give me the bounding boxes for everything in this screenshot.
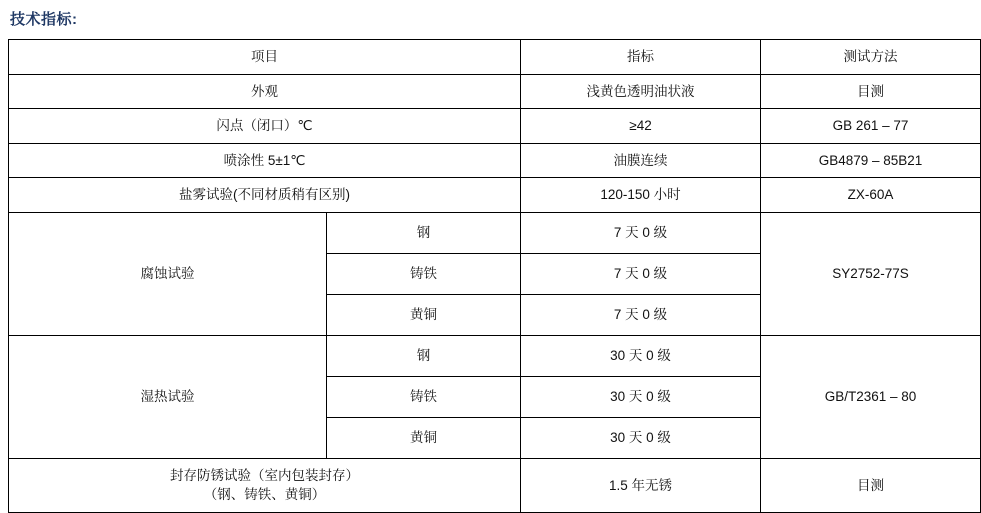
row-spec: 7 天 0 级 xyxy=(521,212,761,253)
row-method: ZX-60A xyxy=(761,178,981,213)
row-item: 闪点（闭口）℃ xyxy=(9,109,521,144)
row-item-storage-line1: 封存防锈试验（室内包装封存） xyxy=(170,467,359,483)
table-header-row xyxy=(9,40,981,75)
table-row xyxy=(9,458,981,512)
row-method: GB 261 – 77 xyxy=(761,109,981,144)
row-spec: 油膜连续 xyxy=(521,143,761,178)
row-subitem: 钢 xyxy=(327,335,521,376)
row-subitem: 黄铜 xyxy=(327,294,521,335)
row-spec: 7 天 0 级 xyxy=(521,294,761,335)
row-spec: 1.5 年无锈 xyxy=(521,458,761,512)
row-method: 目测 xyxy=(761,74,981,109)
group-label-corrosion: 腐蚀试验 xyxy=(9,212,327,335)
row-spec: 120-150 小时 xyxy=(521,178,761,213)
row-method: 目测 xyxy=(761,458,981,512)
row-item: 外观 xyxy=(9,74,521,109)
row-subitem: 黄铜 xyxy=(327,417,521,458)
column-header-spec: 指标 xyxy=(521,40,761,75)
table-row xyxy=(9,143,981,178)
page-title: 技术指标: xyxy=(10,11,78,28)
table-row xyxy=(9,212,981,253)
row-subitem: 铸铁 xyxy=(327,253,521,294)
table-row xyxy=(9,335,981,376)
row-spec: 7 天 0 级 xyxy=(521,253,761,294)
row-spec: 30 天 0 级 xyxy=(521,335,761,376)
row-spec: 30 天 0 级 xyxy=(521,417,761,458)
table-row xyxy=(9,109,981,144)
row-method: GB4879 – 85B21 xyxy=(761,143,981,178)
row-item: 盐雾试验(不同材质稍有区别) xyxy=(9,178,521,213)
group-method-humidity: GB/T2361 – 80 xyxy=(761,335,981,458)
table-row xyxy=(9,74,981,109)
row-spec: 30 天 0 级 xyxy=(521,376,761,417)
row-subitem: 钢 xyxy=(327,212,521,253)
column-header-item: 项目 xyxy=(9,40,521,75)
group-label-humidity: 湿热试验 xyxy=(9,335,327,458)
row-spec: ≥42 xyxy=(521,109,761,144)
row-subitem: 铸铁 xyxy=(327,376,521,417)
row-item-storage-line2: （钢、铸铁、黄铜） xyxy=(203,487,326,503)
group-method-corrosion: SY2752-77S xyxy=(761,212,981,335)
row-item: 喷涂性 5±1℃ xyxy=(9,143,521,178)
table-row xyxy=(9,178,981,213)
technical-specifications-table xyxy=(8,39,981,513)
row-item-storage xyxy=(9,458,521,512)
document-page xyxy=(0,8,923,503)
column-header-method: 测试方法 xyxy=(761,40,981,75)
row-spec: 浅黄色透明油状液 xyxy=(521,74,761,109)
